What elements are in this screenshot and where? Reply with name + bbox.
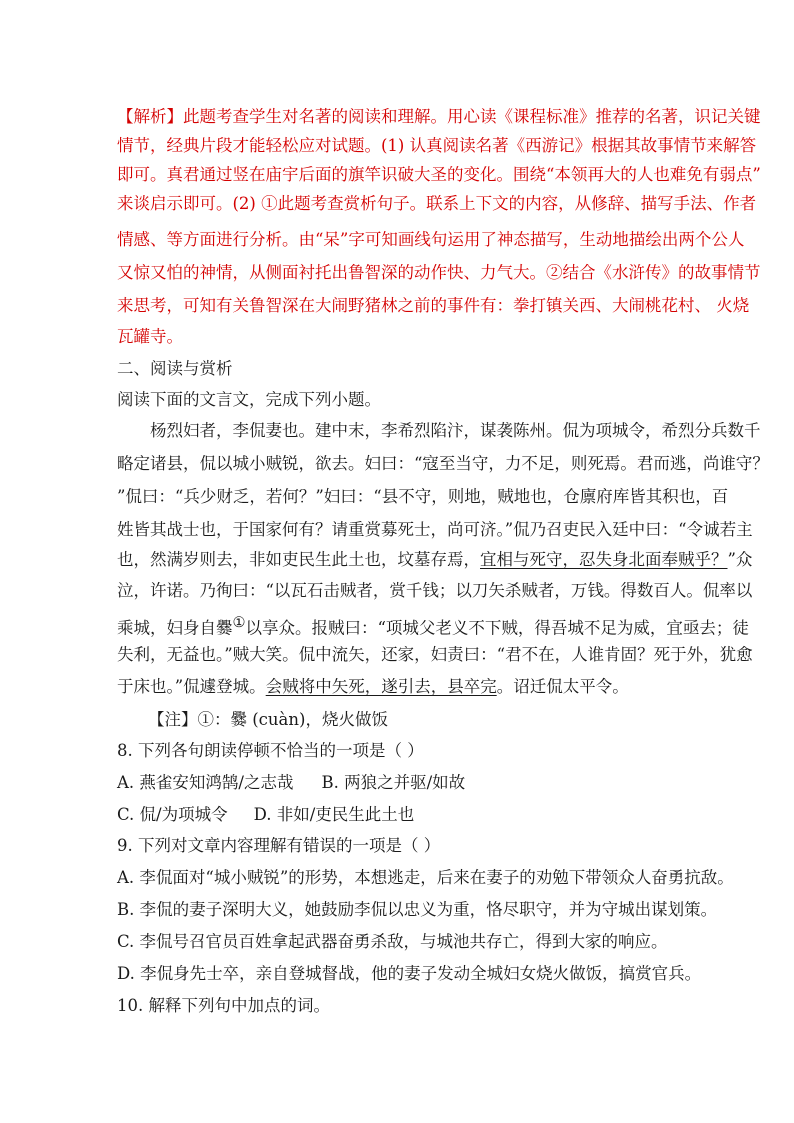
analysis-line: 来谈启示即可。(2) ①此题考查赏析句子。联系上下文的内容，从修辞、描写手法、作者: [117, 194, 757, 213]
analysis-line: 来思考，可知有关鲁智深在大闹野猪林之前的事件有：拳打镇关西、大闹桃花村、 火烧: [117, 296, 750, 315]
analysis-line: 【解析】此题考查学生对名著的阅读和理解。用心读《课程标准》推荐的名著，识记关键: [117, 107, 761, 126]
underlined-sentence: 会贼将中矢死，遂引去，县卒完: [265, 677, 497, 696]
option-c: C. 侃/为项城令: [117, 805, 228, 824]
option-d: D. 非如/吏民生此土也: [253, 805, 415, 824]
instruction: 阅读下面的文言文，完成下列小题。: [117, 390, 381, 409]
passage-text: 以享众。报贼曰：“项城父老义不下贼，得吾城不足为威，宜亟去；徒: [245, 618, 749, 638]
passage-line: 姓皆其战士也，于国家何有？请重赏募死士，尚可济。”侃乃召吏民入廷中曰：“令诚若主: [117, 520, 753, 539]
passage-line: 杨烈妇者，李侃妻也。建中末，李希烈陷汴，谋袭陈州。侃为项城令，希烈分兵数千: [150, 421, 761, 440]
analysis-line: 即可。真君通过竖在庙宇后面的旗竿识破大圣的变化。围绕“本领再大的人也难免有弱点”: [117, 165, 761, 184]
passage-line: 略定诸县，侃以城小贼锐，欲去。妇曰：“寇至当守，力不足，则死焉。君而逃，尚谁守？: [117, 454, 769, 473]
question-10-stem: 10. 解释下列句中加点的词。: [117, 996, 330, 1015]
option-b: B. 李侃的妻子深明大义，她鼓励李侃以忠义为重，恪尽职守，并为守城出谋划策。: [117, 900, 718, 919]
footnote-marker: ①: [232, 615, 246, 631]
analysis-line: 又惊又怕的神情，从侧面衬托出鲁智深的动作快、力气大。②结合《水浒传》的故事情节: [117, 263, 761, 282]
passage-line: 失利，无益也。”贼大笑。侃中流矢，还家，妇责曰：“君不在，人谁肯固？死于外，犹愈: [117, 645, 753, 664]
passage-text: 也，然满岁则去，非如吏民生此土也，坟墓存焉，: [117, 550, 480, 569]
passage-line: [117, 676, 629, 698]
question-options: [117, 772, 465, 794]
passage-text: 。诏迁侃太平令。: [496, 677, 629, 696]
passage-text: 乘城，妇身自爨: [117, 618, 233, 638]
passage-text: ”众: [727, 550, 753, 569]
analysis-line: 情节，经典片段才能轻松应对试题。(1) 认真阅读名著《西游记》根据其故事情节来解答: [117, 136, 757, 155]
passage-text: 于床也。”侃遽登城。: [117, 677, 266, 696]
analysis-line: 情感、等方面进行分析。由“呆”字可知画线句运用了神态描写，生动地描绘出两个公人: [117, 230, 745, 249]
passage-line: [117, 549, 752, 571]
question-options: [117, 804, 414, 826]
question-stem: 8. 下列各句朗读停顿不恰当的一项是（ ）: [117, 741, 424, 760]
passage-line: 泣，许诺。乃徇曰：“以瓦石击贼者，赏千钱；以刀矢杀贼者，万钱。得数百人。侃率以: [117, 581, 753, 600]
passage-line: ”侃曰：“兵少财乏，若何？”妇曰：“县不守，则地，贼地也，仓廪府库皆其积也，百: [117, 487, 729, 506]
option-a: A. 李侃面对“城小贼锐”的形势，本想逃走，后来在妻子的劝勉下带领众人奋勇抗敌。: [117, 868, 734, 887]
underlined-sentence: 宜相与死守，忍失身北面奉贼乎？: [480, 550, 728, 569]
analysis-line: 瓦罐寺。: [117, 327, 183, 346]
passage-line: [117, 612, 749, 640]
option-a: A. 燕雀安知鸿鹄/之志哉: [117, 773, 294, 792]
option-c: C. 李侃号召官员百姓拿起武器奋勇杀敌，与城池共存亡，得到大家的响应。: [117, 932, 668, 951]
question-stem: 9. 下列对文章内容理解有错误的一项是（ ）: [117, 836, 441, 855]
section-title: 二、阅读与赏析: [117, 359, 233, 378]
option-b: B. 两狼之并驱/如故: [321, 773, 466, 792]
option-d: D. 李侃身先士卒，亲自登城督战，他的妻子发动全城妇女烧火做饭，搞赏官兵。: [117, 964, 702, 983]
footnote: 【注】①：爨 (cuàn)，烧火做饭: [148, 710, 388, 729]
